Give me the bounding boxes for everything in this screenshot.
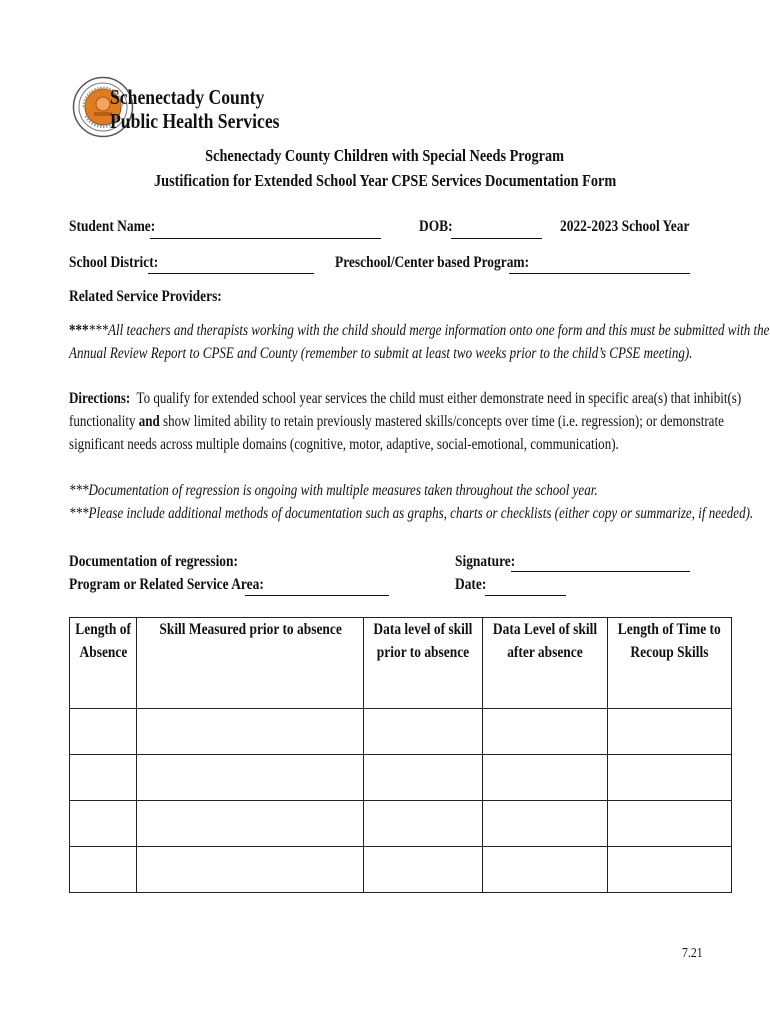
table-cell[interactable] [483,847,608,893]
org-name-line2: Public Health Services [110,109,280,133]
table-cell[interactable] [364,801,483,847]
table-row [70,755,732,801]
directions-text-2b: show limited ability to retain previously mastered skills/concepts over time (i.e. regression); or demonstrate [163,413,724,430]
program-area-label: Program or Related Service Area: [69,576,264,593]
header-skill-measured: Skill Measured prior to absence [137,618,364,709]
directions-text-1: To qualify for extended school year services the child must either demonstrate need in specific area(s) that inhibit(s) [136,390,742,407]
header-recoup-time: Length of Time to Recoup Skills [608,618,732,709]
dob-label: DOB: [419,218,453,235]
merge-note-text: ***All teachers and therapists working with the child should merge information onto one form and this must be submitted with the [88,322,770,339]
table-cell[interactable] [608,801,732,847]
school-year-text: 2022-2023 School Year [560,218,690,235]
table-cell[interactable] [608,709,732,755]
student-name-field[interactable] [150,238,381,239]
date-field[interactable] [485,595,566,596]
school-district-field[interactable] [148,273,314,274]
directions-text-2a: functionality [69,413,136,430]
table-cell[interactable] [137,755,364,801]
header-length-of-absence: Length of Absence [70,618,137,709]
signature-field[interactable] [511,571,690,572]
table-cell[interactable] [70,847,137,893]
table-cell[interactable] [364,755,483,801]
table-header-row [70,618,732,709]
regression-note-line2: ***Please include additional methods of documentation such as graphs, charts or checklists (either copy or summarize, if needed). [69,505,754,522]
directions-line1 [69,390,741,408]
table-cell[interactable] [364,709,483,755]
merge-note-line2: Annual Review Report to CPSE and County (remember to submit at least two weeks prior to the child’s CPSE meeting). [69,345,693,362]
merge-note-line1: ******All teachers and therapists working with the child should merge information onto one form and this must be submitted with the [69,322,770,339]
table-cell[interactable] [70,755,137,801]
table-row [70,847,732,893]
directions-line2 [69,413,724,431]
preschool-program-field[interactable] [509,273,690,274]
table-row [70,709,732,755]
form-title-program: Schenectady County Children with Special Needs Program [205,146,565,165]
table-cell[interactable] [137,847,364,893]
org-name-line1: Schenectady County [110,85,265,109]
table-cell[interactable] [483,755,608,801]
program-area-field[interactable] [245,595,389,596]
table-cell[interactable] [364,847,483,893]
signature-label: Signature: [455,553,516,570]
page-number: 7.21 [682,946,703,961]
table-cell[interactable] [608,755,732,801]
table-cell[interactable] [137,709,364,755]
header-data-level-prior: Data level of skill prior to absence [364,618,483,709]
related-service-providers-label: Related Service Providers: [69,288,222,305]
regression-data-table [69,617,732,893]
preschool-program-label: Preschool/Center based Program: [335,254,530,271]
table-cell[interactable] [70,709,137,755]
regression-note-line1: ***Documentation of regression is ongoing with multiple measures taken throughout the school year. [69,482,598,499]
documentation-regression-label: Documentation of regression: [69,553,238,570]
table-cell[interactable] [483,709,608,755]
directions-and: and [138,413,160,430]
directions-line3: significant needs across multiple domains (cognitive, motor, adaptive, social-emotional, communication). [69,436,619,453]
student-name-label: Student Name: [69,218,156,235]
table-cell[interactable] [483,801,608,847]
date-label: Date: [455,576,487,593]
dob-field[interactable] [451,238,542,239]
header-data-level-after: Data Level of skill after absence [483,618,608,709]
table-row [70,801,732,847]
table-cell[interactable] [608,847,732,893]
table-cell[interactable] [70,801,137,847]
form-title-name: Justification for Extended School Year CPSE Services Documentation Form [153,171,617,190]
directions-label: Directions: [69,390,131,407]
table-cell[interactable] [137,801,364,847]
school-district-label: School District: [69,254,159,271]
